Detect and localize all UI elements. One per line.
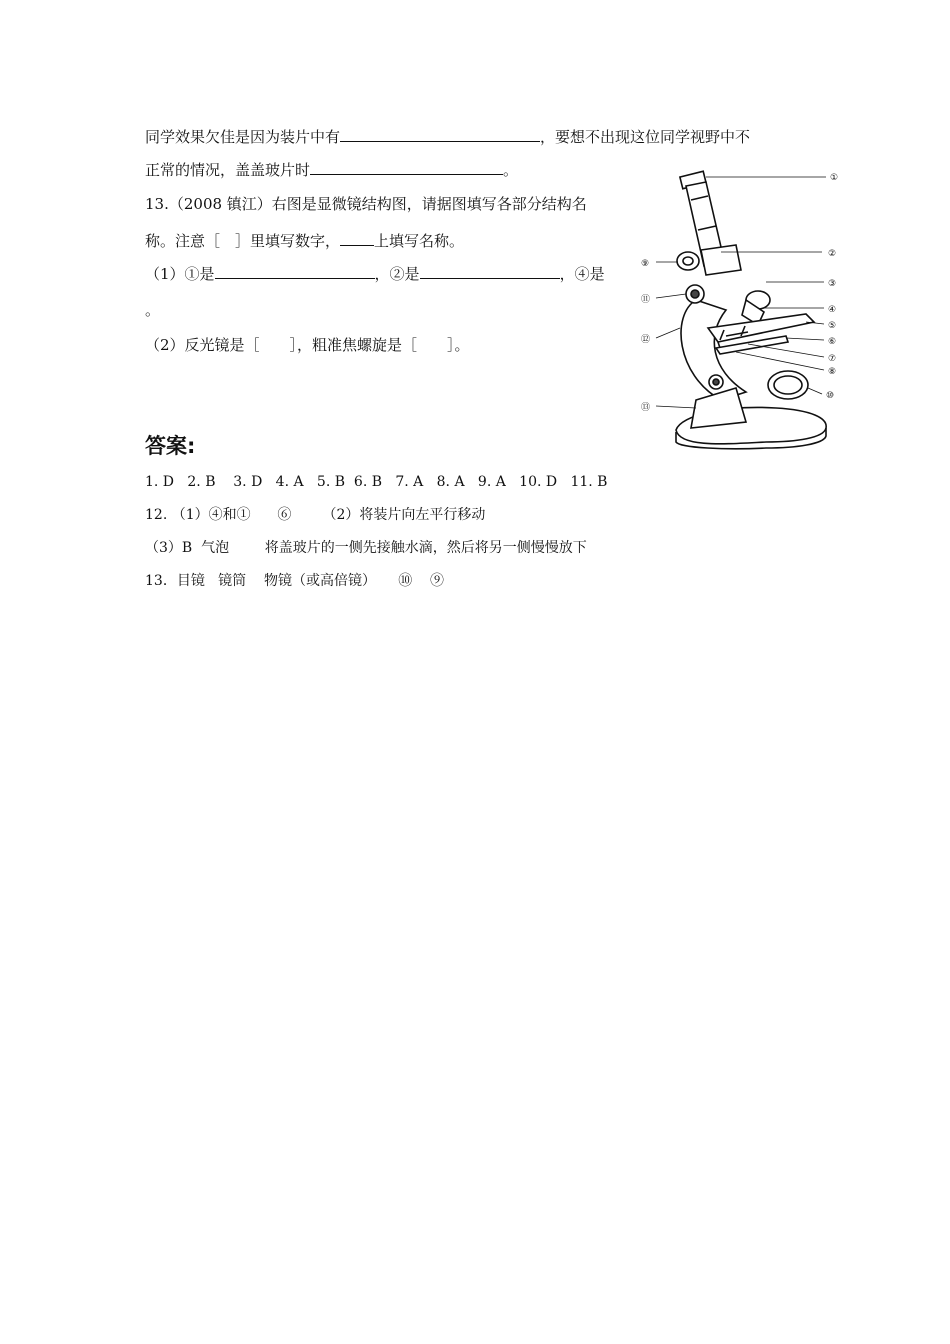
part-label-4: ④ (828, 305, 837, 315)
q12-text-1a: 同学效果欠佳是因为装片中有 (145, 128, 341, 146)
part-label-12: ⑫ (641, 335, 651, 345)
q13-text-2b: 上填写名称。 (374, 232, 465, 250)
part-label-10: ⑩ (826, 391, 835, 401)
q12-line-2 (145, 160, 518, 180)
q13-line-5: （2）反光镜是［ ］，粗准焦螺旋是［ ］。 (145, 336, 470, 354)
part-label-8: ⑧ (828, 367, 837, 377)
q13-text-3a: （1）①是 (145, 265, 215, 283)
q13-line-2 (145, 231, 464, 251)
part-label-13: ⑬ (641, 403, 651, 413)
q13-line-1: 13.（2008 镇江）右图是显微镜结构图，请据图填写各部分结构名 (145, 195, 587, 213)
part-labels (641, 173, 838, 413)
q13-line-4: 。 (145, 301, 161, 319)
answers-line-3: （3）B 气泡 将盖玻片的一侧先接触水滴，然后将另一侧慢慢放下 (145, 540, 587, 556)
part-label-6: ⑥ (828, 337, 837, 347)
part-label-3: ③ (828, 279, 837, 289)
microscope-figure (636, 160, 846, 460)
part-label-5: ⑤ (828, 321, 837, 331)
part-label-7: ⑦ (828, 354, 837, 364)
q12-line-1 (145, 127, 750, 147)
q12-text-2a: 正常的情况，盖盖玻片时 (145, 161, 311, 179)
q13-line-3 (145, 264, 605, 284)
answers-line-1: 1. D 2. B 3. D 4. A 5. B 6. B 7. A 8. A 9. A 10. D 11. B (145, 474, 608, 490)
answer-blank[interactable] (310, 160, 503, 175)
q13-text-2a: 称。注意［ ］里填写数字， (145, 232, 341, 250)
answer-blank[interactable] (420, 264, 560, 279)
q13-text-3b: ，②是 (374, 265, 420, 283)
q13-text-3c: ，④是 (559, 265, 605, 283)
part-label-2: ② (828, 249, 837, 259)
answers-line-4: 13．目镜 镜筒 物镜（或高倍镜） ⑩ ⑨ (145, 573, 445, 589)
answer-blank[interactable] (215, 264, 375, 279)
microscope-drawing (676, 171, 826, 448)
answers-line-2: 12. （1）④和① ⑥ （2）将装片向左平行移动 (145, 507, 486, 523)
part-label-11: ⑪ (641, 295, 651, 305)
part-label-9: ⑨ (641, 259, 650, 269)
answer-blank[interactable] (340, 231, 374, 246)
answers-heading: 答案: (145, 434, 196, 458)
answer-blank[interactable] (340, 127, 540, 142)
q12-text-2b: 。 (503, 161, 519, 179)
part-label-1: ① (830, 173, 839, 183)
q12-text-1b: ，要想不出现这位同学视野中不 (540, 128, 751, 146)
